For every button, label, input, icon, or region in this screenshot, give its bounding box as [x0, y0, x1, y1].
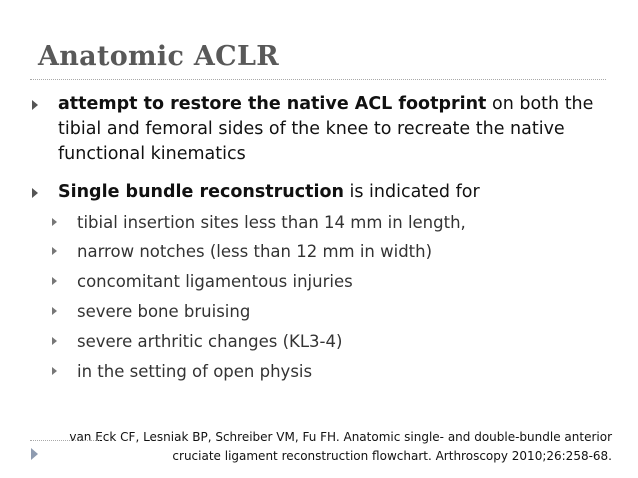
bullet-arrow-icon: [32, 188, 38, 198]
bullet-arrow-icon: [32, 100, 38, 110]
bullet-bold-text: Single bundle reconstruction: [58, 182, 344, 202]
sub-bullet-text: concomitant ligamentous injuries: [77, 272, 353, 291]
bullet-text: [58, 180, 618, 205]
bullet-bold-text: attempt to restore the native ACL footprint: [58, 94, 487, 114]
bullet-rest-text: on both the tibial and femoral sides of the knee to recreate the native functional kinematics: [58, 94, 594, 164]
reference-line-2: cruciate ligament reconstruction flowchart. Arthroscopy 2010;26:258-68.: [172, 449, 612, 463]
title-divider: [30, 79, 606, 80]
bullet-arrow-icon: [52, 367, 57, 375]
sub-bullet-text: severe arthritic changes (KL3-4): [77, 332, 343, 351]
bullet-arrow-icon: [52, 337, 57, 345]
slide-title: Anatomic ACLR: [38, 41, 279, 72]
bullet-text: [58, 92, 618, 167]
reference-citation: [52, 428, 612, 466]
footer-divider: [30, 440, 100, 441]
sub-bullet-text: in the setting of open physis: [77, 362, 313, 381]
next-slide-icon[interactable]: [31, 448, 38, 460]
bullet-rest-text: is indicated for: [343, 182, 480, 202]
sub-bullet-text: severe bone bruising: [77, 302, 251, 321]
reference-line-1: van Eck CF, Lesniak BP, Schreiber VM, Fu FH. Anatomic single- and double-bundle anterior: [69, 430, 612, 444]
sub-bullet-text: narrow notches (less than 12 mm in width): [77, 242, 433, 261]
bullet-arrow-icon: [52, 247, 57, 255]
bullet-arrow-icon: [52, 277, 57, 285]
sub-bullet-text: tibial insertion sites less than 14 mm in length,: [77, 213, 466, 232]
bullet-arrow-icon: [52, 218, 57, 226]
bullet-arrow-icon: [52, 307, 57, 315]
